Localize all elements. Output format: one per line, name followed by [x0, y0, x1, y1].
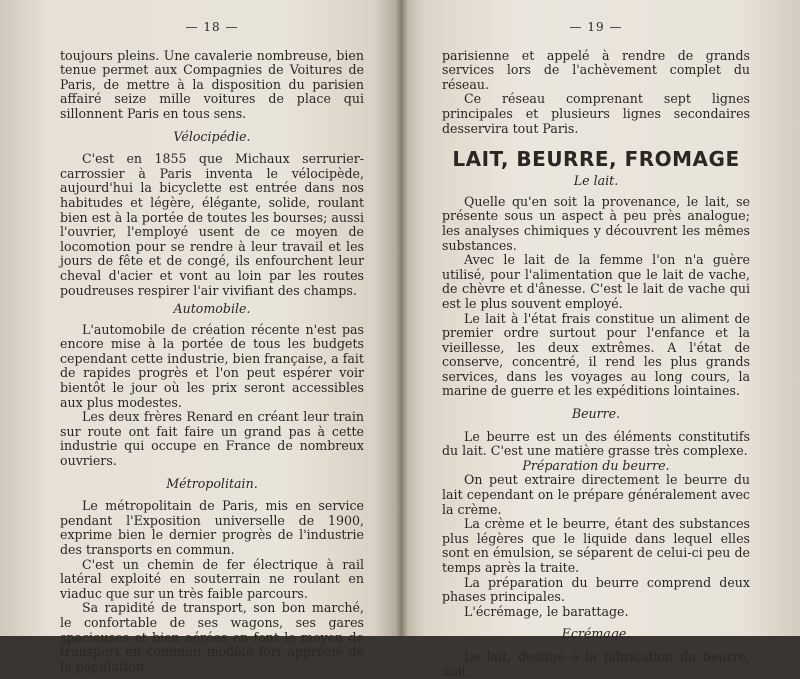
book-gutter — [396, 0, 408, 636]
lait-paragraph-1: Quelle qu'en soit la provenance, le lait, se présente sous un aspect à peu près analogue; les analyses chimiques y découvrent les mêmes substances. — [442, 193, 750, 253]
lait-paragraph-2: Avec le lait de la femme l'on n'a guère utilisé, pour l'alimentation que le lait de vache, de chèvre et d'ânesse. C'est le lait de vache qui est le plus souvent employé. — [442, 252, 750, 311]
automobile-heading: Automobile. — [173, 301, 251, 317]
chapter-title: LAIT, BEURRE, FROMAGE — [452, 147, 740, 172]
left-page — [0, 0, 402, 674]
preparation-beurre-heading: Préparation du beurre. — [522, 457, 670, 473]
beurre-paragraph-2: On peut extraire directement le beurre du lait cependant on le prépare généralement avec la crème. — [442, 472, 750, 517]
automobile-paragraph-1: L'automobile de création récente n'est pas encore mise à la portée de tous les budgets cependant cette industrie, bien française, a fait de rapides progrès et l'on peut espérer voir bientôt le jour où les prix seront accessibles aux plus modestes. — [60, 321, 364, 410]
ecremage-heading: Ecrémage. — [561, 626, 631, 642]
right-intro-paragraph-2: Ce réseau comprenant sept lignes principales et plusieurs lignes secondaires desservira tout Paris. — [442, 91, 750, 136]
metropolitain-heading: Métropolitain. — [166, 475, 258, 491]
metropolitain-paragraph-2: C'est un chemin de fer électrique à rail latéral exploité en souterrain ne roulant en viaduc que sur un très faible parcours. — [60, 556, 364, 601]
beurre-paragraph-4: La préparation du beurre comprend deux phases principales. — [442, 574, 750, 605]
right-intro-paragraph-1: parisienne et appelé à rendre de grands services lors de l'achèvement complet du réseau. — [442, 47, 750, 92]
beurre-paragraph-3: La crème et le beurre, étant des substances plus légères que le liquide dans lequel elles sont en émulsion, se séparent de celui-ci peu de temps après la traite. — [442, 516, 750, 575]
ecremage-paragraph: Le lait, destiné à la fabrication du beurre, doit, — [442, 648, 750, 679]
velocipedie-heading: Vélocipédie. — [173, 128, 251, 144]
metropolitain-paragraph-3: Sa rapidité de transport, son bon marché, le confortable de ses wagons, ses gares spacieuses et bien aérées en font le moyen de transport en commun modèle fort apprécié de la population — [60, 600, 364, 674]
beurre-paragraph-5: L'écrémage, le barattage. — [464, 603, 629, 619]
right-page-number: — 19 — — [569, 20, 623, 34]
left-intro-paragraph: toujours pleins. Une cavalerie nombreuse, bien tenue permet aux Compagnies de Voitures de Paris, de mettre à la disposition du parisien affairé seize mille voitures de place qui sillonnent Paris en tous sens. — [60, 47, 364, 121]
beurre-paragraph-1: Le beurre est un des éléments constitutifs du lait. C'est une matière grasse très complexe. — [442, 428, 750, 459]
automobile-paragraph-2: Les deux frères Renard en créant leur train sur route ont fait faire un grand pas à cette industrie qui occupe en France de nombreux ouvriers. — [60, 409, 364, 469]
lait-heading: Le lait. — [573, 173, 619, 189]
left-page-number: — 18 — — [185, 20, 239, 34]
beurre-heading: Beurre. — [571, 406, 621, 422]
right-page — [402, 0, 800, 679]
velocipedie-paragraph: C'est en 1855 que Michaux serrurier-carrossier à Paris inventa le vélocipède, aujourd'hui la bicyclette est entrée dans nos habitudes et légère, élégante, solide, roulant bien est à la portée de toutes les bourses; aussi l'ouvrier, l'employé usent de ce moyen de locomotion pour se rendre à leur travail et les jours de fête et de congé, ils enfourchent leur cheval d'acier et vont au loin par les routes poudreuses respirer l'air vivifiant des champs. — [60, 151, 364, 298]
metropolitain-paragraph-1: Le métropolitain de Paris, mis en service pendant l'Exposition universelle de 1900, exprime bien le dernier progrès de l'industrie des transports en commun. — [60, 498, 364, 557]
lait-paragraph-3: Le lait à l'état frais constitue un aliment de premier ordre surtout pour l'enfance et la vieillesse, les deux extrêmes. A l'état de conserve, concentré, il rend les plus grands services, dans les voyages au long cours, la marine de guerre et les expéditions lointaines. — [442, 310, 750, 399]
